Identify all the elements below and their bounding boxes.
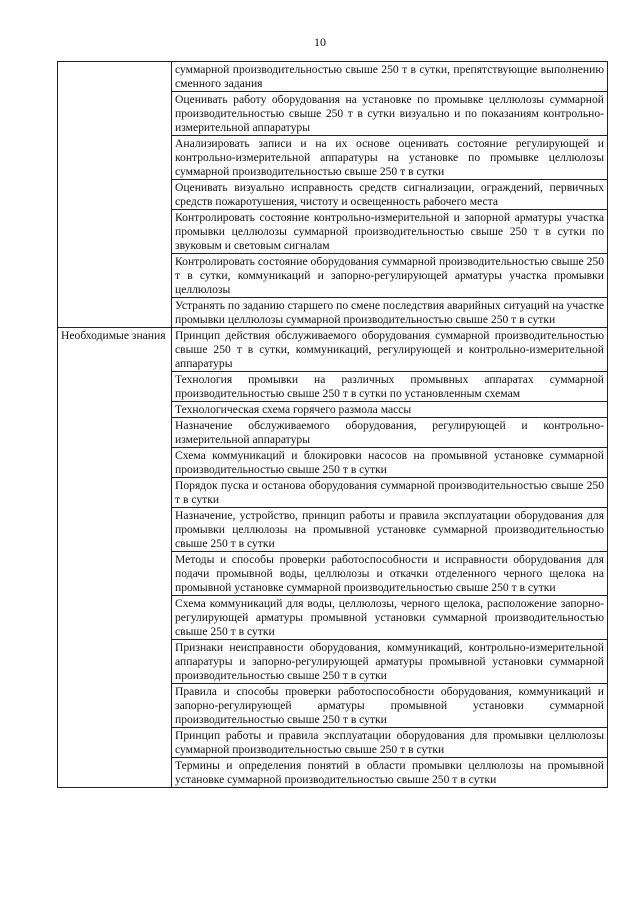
section-label	[58, 62, 172, 328]
requirement-item: Назначение, устройство, принцип работы и правила эксплуатации оборудования для промывки целлюлозы на промывной установке суммарной производительностью свыше 250 т в сутки	[172, 508, 608, 552]
requirement-item: Анализировать записи и на их основе оценивать состояние регулирующей и контрольно-измерительной аппаратуры на установке по промывке целлюлозы суммарной производительностью свыше 250 т в сутки	[172, 136, 608, 180]
requirement-item: Контролировать состояние оборудования суммарной производительностью свыше 250 т в сутки, коммуникаций и запорно-регулирующей арматуры участка промывки целлюлозы	[172, 254, 608, 298]
requirement-item: суммарной производительностью свыше 250 т в сутки, препятствующие выполнению сменного задания	[172, 62, 608, 92]
page-number: 10	[314, 35, 326, 49]
requirement-item: Схема коммуникаций и блокировки насосов на промывной установке суммарной производительностью свыше 250 т в сутки	[172, 448, 608, 478]
requirement-item: Принцип действия обслуживаемого оборудования суммарной производительностью свыше 250 т в сутки, коммуникаций, регулирующей и контрольно-измерительной аппаратуры	[172, 328, 608, 372]
table-row	[58, 328, 608, 372]
requirement-item: Технологическая схема горячего размола массы	[172, 402, 608, 418]
requirement-item: Оценивать визуально исправность средств сигнализации, ограждений, первичных средств пожаротушения, чистоту и освещенность рабочего места	[172, 180, 608, 210]
requirement-item: Методы и способы проверки работоспособности и исправности оборудования для подачи промывной воды, целлюлозы и откачки отделенного черного щелока на промывной установке суммарной производительностью свыше 250 т в сутки	[172, 552, 608, 596]
requirement-item: Назначение обслуживаемого оборудования, регулирующей и контрольно-измерительной аппаратуры	[172, 418, 608, 448]
requirement-item: Устранять по заданию старшего по смене последствия аварийных ситуаций на участке промывки целлюлозы суммарной производительностью свыше 250 т в сутки	[172, 298, 608, 328]
section-label: Необходимые знания	[58, 328, 172, 788]
requirement-item: Оценивать работу оборудования на установке по промывке целлюлозы суммарной производительностью свыше 250 т в сутки визуально и по показаниям контрольно-измерительной аппаратуры	[172, 92, 608, 136]
requirement-item: Термины и определения понятий в области промывки целлюлозы на промывной установке суммарной производительностью свыше 250 т в сутки	[172, 758, 608, 788]
requirement-item: Порядок пуска и останова оборудования суммарной производительностью свыше 250 т в сутки	[172, 478, 608, 508]
requirement-item: Правила и способы проверки работоспособности оборудования, коммуникаций и запорно-регулирующей арматуры промывной установки суммарной производительностью свыше 250 т в сутки	[172, 684, 608, 728]
requirements-table	[57, 61, 608, 788]
requirement-item: Признаки неисправности оборудования, коммуникаций, контрольно-измерительной аппаратуры и запорно-регулирующей арматуры промывной установки суммарной производительностью свыше 250 т в сутки	[172, 640, 608, 684]
table-row	[58, 62, 608, 92]
requirement-item: Контролировать состояние контрольно-измерительной и запорной арматуры участка промывки целлюлозы суммарной производительностью свыше 250 т в сутки по звуковым и световым сигналам	[172, 210, 608, 254]
requirement-item: Схема коммуникаций для воды, целлюлозы, черного щелока, расположение запорно-регулирующей арматуры промывной установки суммарной производительностью свыше 250 т в сутки	[172, 596, 608, 640]
requirement-item: Технология промывки на различных промывных аппаратах суммарной производительностью свыше 250 т в сутки по установленным схемам	[172, 372, 608, 402]
requirement-item: Принцип работы и правила эксплуатации оборудования для промывки целлюлозы суммарной производительностью свыше 250 т в сутки	[172, 728, 608, 758]
